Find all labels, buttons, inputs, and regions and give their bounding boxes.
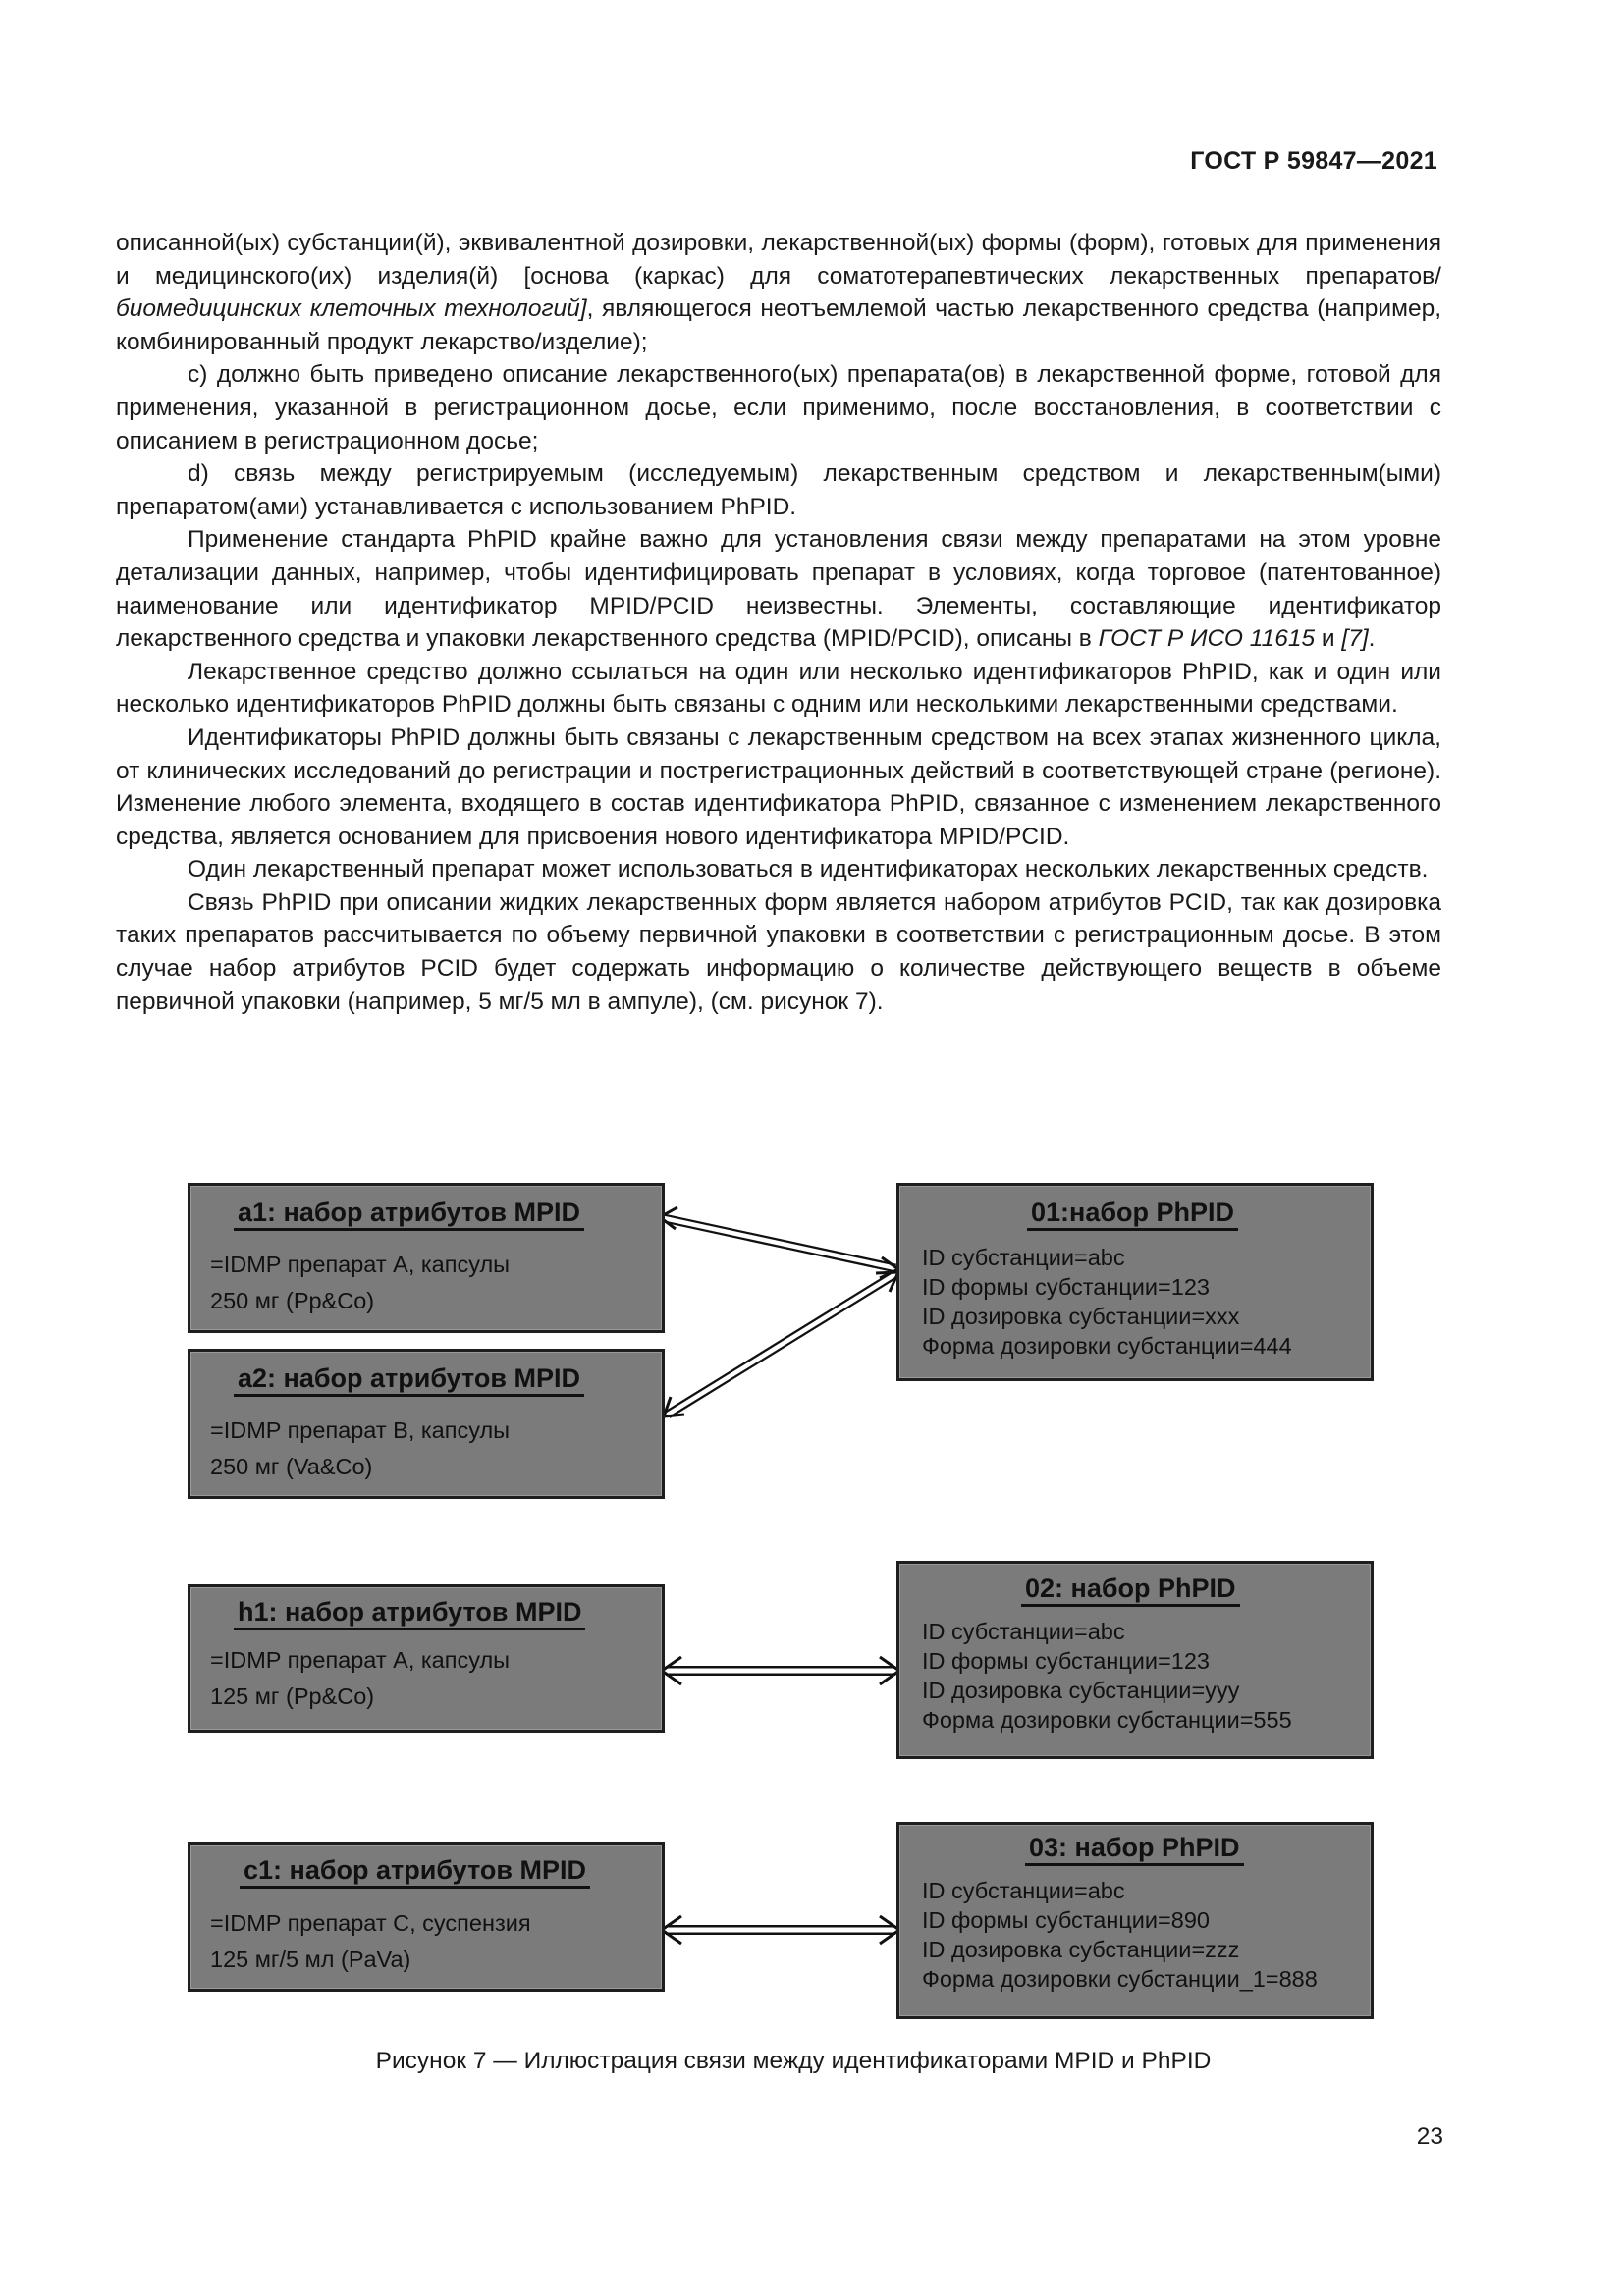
phpid-box-line: ID дозировка субстанции=xxx	[922, 1304, 1240, 1329]
phpid-box-line: ID формы субстанции=123	[922, 1274, 1210, 1300]
text-run: Идентификаторы PhPID должны быть связаны с лекарственным средством на всех этапах жизненного цикла, от клинических исследований до регистрации и пострегистрационных действий в соответствующей стране (регионе). Изменение любого элемента, входящего в состав идентификатора PhPID, связанное с изменением лекарственного средства, является основанием для присвоения нового идентификатора MPID/PCID.	[116, 723, 1441, 850]
mpid-box-a1	[188, 1183, 665, 1333]
document-id: ГОСТ Р 59847—2021	[1190, 147, 1437, 175]
arrow-h1-to-02	[662, 1657, 899, 1684]
text-run: описанной(ых) субстанции(й), эквивалентной дозировки, лекарственной(ых) формы (форм), готовых для применения и медицинского(их) изделия(й) [основа (каркас) для соматотерапевтических лекарственных препаратов/	[116, 230, 1441, 290]
mpid-box-c1	[188, 1842, 665, 1992]
mpid-box-h1	[188, 1584, 665, 1733]
text-run: c) должно быть приведено описание лекарственного(ых) препарата(ов) в лекарственной форме, готовой для применения, указанной в регистрационном досье, если применимо, после восстановления, в соответствии с описанием в регистрационном досье;	[116, 361, 1441, 454]
phpid-box-02	[896, 1561, 1374, 1759]
phpid-box-title: 01:набор PhPID	[1027, 1198, 1238, 1228]
phpid-box-line: ID субстанции=abc	[922, 1878, 1125, 1903]
phpid-box-line: ID дозировка субстанции=yyy	[922, 1678, 1240, 1703]
arrow-a1-to-01	[660, 1207, 898, 1278]
italic-run: [7]	[1341, 625, 1369, 653]
text-run: d) связь между регистрируемым (исследуемым) лекарственным средством и лекарственным(ыми) препаратом(ами) устанавливается с использованием PhPID.	[116, 460, 1441, 520]
mpid-box-line: 125 мг (Pp&Co)	[210, 1683, 375, 1709]
text-run: Связь PhPID при описании жидких лекарственных форм является набором атрибутов PCID, так как дозировка таких препаратов рассчитывается по объему первичной упаковки в соответствии с регистрационным досье. В этом случае набор атрибутов PCID будет содержать информацию о количестве действующего веществ в объеме первичной упаковки (например, 5 мг/5 мл в ампуле), (см. рисунок 7).	[116, 888, 1441, 1015]
mpid-box-line: =IDMP препарат A, капсулы	[210, 1647, 511, 1673]
phpid-box-01	[896, 1183, 1374, 1381]
mpid-box-line: 125 мг/5 мл (PaVa)	[210, 1947, 411, 1972]
mpid-box-line: 250 мг (Pp&Co)	[210, 1288, 375, 1313]
phpid-box-line: Форма дозировки субстанции=555	[922, 1707, 1292, 1733]
mpid-box-line: =IDMP препарат A, капсулы	[210, 1252, 511, 1277]
phpid-box-line: ID формы субстанции=890	[922, 1907, 1210, 1933]
mpid-box-line: 250 мг (Va&Co)	[210, 1454, 373, 1479]
phpid-box-line: ID субстанции=abc	[922, 1619, 1125, 1644]
phpid-box-title: 03: набор PhPID	[1025, 1833, 1244, 1863]
text-run: .	[1368, 625, 1376, 653]
phpid-box-line: ID формы субстанции=123	[922, 1648, 1210, 1674]
mpid-box-line: =IDMP препарат C, суспензия	[210, 1910, 531, 1936]
mpid-box-title: h1: набор атрибутов MPID	[234, 1597, 585, 1628]
mpid-box-title: a1: набор атрибутов MPID	[234, 1198, 584, 1228]
arrow-a2-to-01	[664, 1272, 898, 1416]
italic-run: ГОСТ Р ИСО 11615	[1098, 625, 1316, 653]
arrow-c1-to-03	[662, 1916, 899, 1944]
mpid-box-title: a2: набор атрибутов MPID	[234, 1363, 584, 1394]
italic-run: биомедицинских клеточных технологий]	[116, 295, 587, 323]
figure-caption: Рисунок 7 — Иллюстрация связи между идентификаторами MPID и PhPID	[375, 2048, 1212, 2074]
phpid-box-03	[896, 1822, 1374, 2019]
phpid-box-line: ID дозировка субстанции=zzz	[922, 1937, 1240, 1962]
text-run: Применение стандарта PhPID крайне важно для установления связи между препаратами на этом уровне детализации данных, например, чтобы идентифицировать препарат в условиях, когда торговое (патентованное) наименование или идентификатор MPID/PCID неизвестны. Элементы, составляющие идентификатор лекарственного средства и упаковки лекарственного средства (MPID/PCID), описаны в	[116, 526, 1441, 653]
mpid-box-title: c1: набор атрибутов MPID	[240, 1855, 590, 1886]
phpid-box-line: Форма дозировки субстанции_1=888	[922, 1966, 1318, 1992]
mpid-box-line: =IDMP препарат B, капсулы	[210, 1417, 511, 1443]
text-run: , являющегося неотъемлемой частью лекарственного средства (например, комбинированный продукт лекарство/изделие);	[116, 295, 1442, 355]
mpid-box-a2	[188, 1349, 665, 1499]
text-run: Один лекарственный препарат может использоваться в идентификаторах нескольких лекарственных средств.	[188, 856, 1429, 883]
phpid-box-title: 02: набор PhPID	[1021, 1574, 1240, 1604]
phpid-box-line: Форма дозировки субстанции=444	[922, 1333, 1292, 1359]
page-number: 23	[1416, 2123, 1443, 2150]
phpid-box-line: ID субстанции=abc	[922, 1245, 1125, 1270]
text-run: и	[1315, 625, 1342, 653]
text-run: Лекарственное средство должно ссылаться на один или несколько идентификаторов PhPID, как и один или несколько идентификаторов PhPID должны быть связаны с одним или несколькими лекарственными средствами.	[116, 658, 1441, 719]
